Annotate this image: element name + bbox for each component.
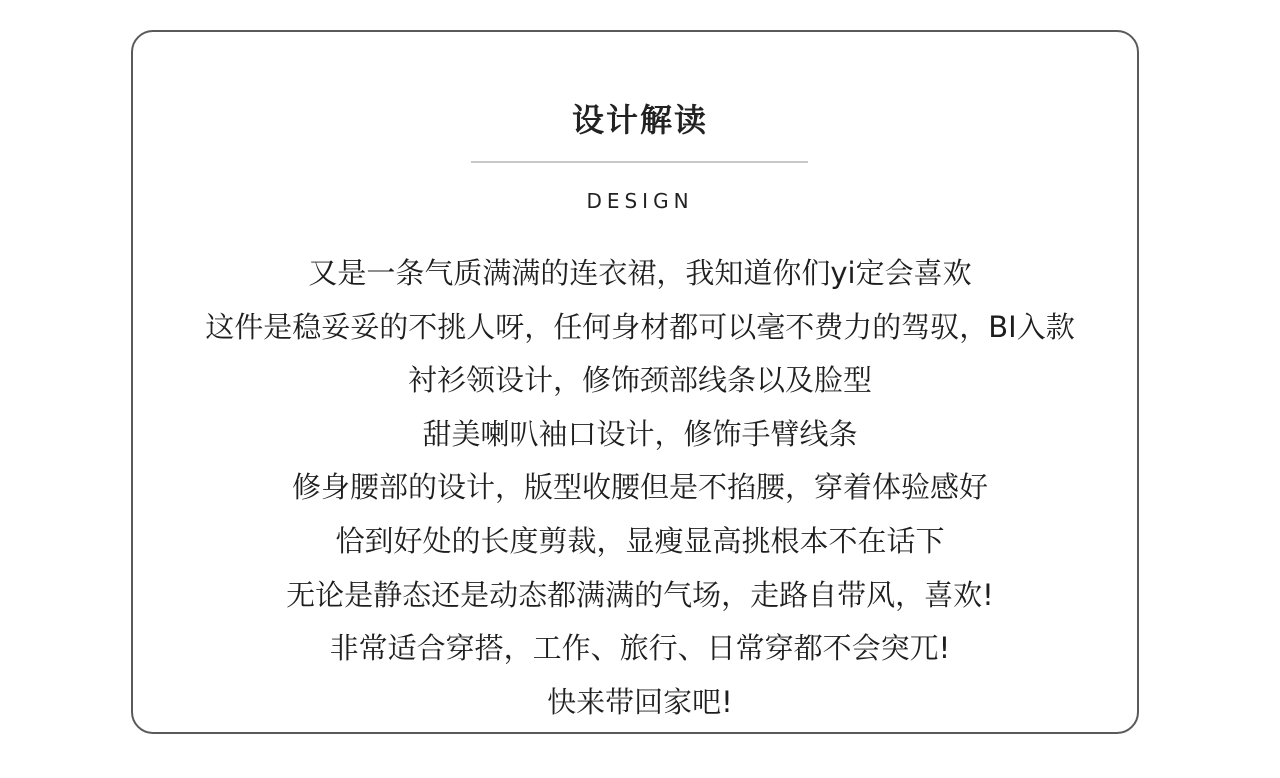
- description-line: 恰到好处的长度剪裁，显瘦显高挑根本不在话下: [335, 523, 945, 558]
- description-line: 甜美喇叭袖口设计，修饰手臂线条: [422, 416, 858, 451]
- description-line: 修身腰部的设计，版型收腰但是不掐腰，穿着体验感好: [291, 470, 988, 505]
- description-line: 这件是稳妥妥的不挑人呀，任何身材都可以毫不费力的驾驭，BI入款: [205, 309, 1075, 344]
- section-subtitle: DESIGN: [586, 189, 694, 213]
- description-line: 非常适合穿搭，工作、旅行、日常穿都不会突兀!: [329, 631, 951, 666]
- title-divider: [471, 161, 808, 163]
- section-title: 设计解读: [571, 101, 708, 139]
- description-line: 又是一条气质满满的连衣裙，我知道你们yi定会喜欢: [308, 256, 972, 290]
- description-line: 快来带回家吧!: [547, 684, 733, 719]
- description-lines: [130, 247, 1150, 729]
- description-line: 无论是静态还是动态都满满的气场，走路自带风，喜欢!: [286, 577, 994, 612]
- description-line: 衬衫领设计，修饰颈部线条以及脸型: [407, 363, 872, 398]
